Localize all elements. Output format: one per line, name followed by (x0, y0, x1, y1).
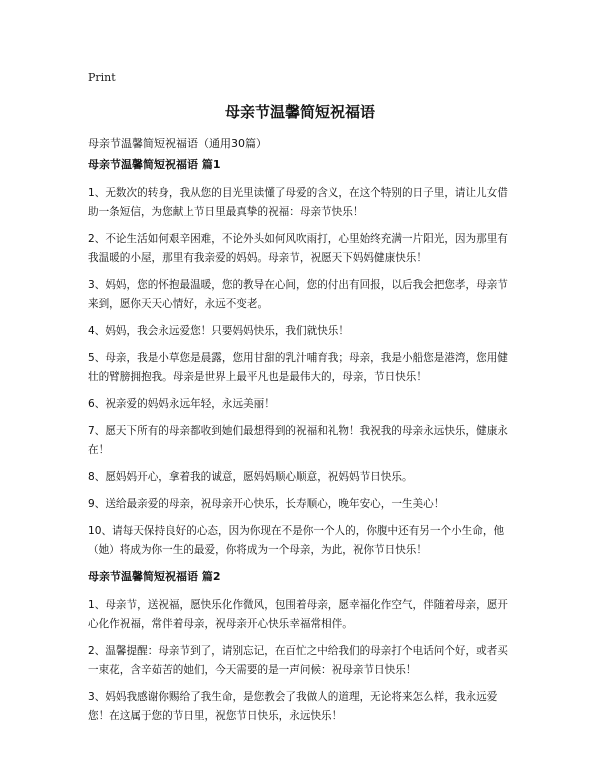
paragraph: 5、母亲，我是小草您是晨露，您用甘甜的乳汁哺育我；母亲，我是小船您是港湾，您用健壮的臂膀拥抱我。母亲是世界上最平凡也是最伟大的，母亲，节日快乐！ (88, 352, 508, 383)
document-title: 母亲节温馨简短祝福语 (224, 103, 375, 121)
paragraph: 3、妈妈，您的怀抱最温暖，您的教导在心间，您的付出有回报，以后我会把您孝，母亲节来到，愿你天天心情好，永远不变老。 (88, 279, 508, 310)
section-heading: 母亲节温馨简短祝福语 篇2 (88, 570, 221, 583)
paragraph: 1、无数次的转身，我从您的目光里读懂了母爱的含义，在这个特别的日子里，请让儿女借助一条短信，为您献上节日里最真挚的祝福：母亲节快乐！ (88, 187, 508, 218)
paragraph: 3、妈妈我感谢你赐给了我生命，是您教会了我做人的道理，无论将来怎么样，我永远爱您！在这属于您的节日里，祝您节日快乐，永远快乐！ (88, 691, 498, 722)
paragraph: 7、愿天下所有的母亲都收到她们最想得到的祝福和礼物！我祝我的母亲永远快乐，健康永在！ (88, 425, 508, 456)
section-heading: 母亲节温馨简短祝福语 篇1 (88, 158, 221, 171)
paragraph: 6、祝亲爱的妈妈永远年轻，永远美丽！ (88, 398, 275, 410)
paragraph: 2、温馨提醒：母亲节到了，请别忘记，在百忙之中给我们的母亲打个电话问个好，或者买一束花，含辛茹苦的她们，今天需要的是一声问候：祝母亲节日快乐！ (88, 645, 508, 676)
paragraph: 8、愿妈妈开心，拿着我的诚意，愿妈妈顺心顺意，祝妈妈节日快乐。 (88, 471, 413, 483)
document-content (88, 156, 518, 734)
print-link[interactable]: Print (88, 71, 116, 84)
section-1 (88, 156, 518, 560)
paragraph: 1、母亲节，送祝福，愿快乐化作微风，包围着母亲，愿幸福化作空气，伴随着母亲，愿开心化作祝福，常伴着母亲，祝母亲开心快乐幸福常相伴。 (88, 599, 508, 630)
document-subtitle: 母亲节温馨简短祝福语（通用30篇） (88, 137, 267, 150)
paragraph: 2、不论生活如何艰辛困难，不论外头如何风吹雨打，心里始终充满一片阳光，因为那里有我温暖的小屋，那里有我亲爱的妈妈。母亲节，祝愿天下妈妈健康快乐！ (88, 233, 508, 264)
section-2 (88, 568, 518, 726)
paragraph: 4、妈妈，我会永远爱您！只要妈妈快乐，我们就快乐！ (88, 325, 349, 337)
paragraph: 10、请每天保持良好的心态，因为你现在不是你一个人的，你腹中还有另一个小生命，他（她）将成为你一生的最爱，你将成为一个母亲，为此，祝你节日快乐！ (88, 525, 505, 556)
paragraph: 9、送给最亲爱的母亲，祝母亲开心快乐，长寿顺心，晚年安心，一生美心！ (88, 498, 445, 510)
